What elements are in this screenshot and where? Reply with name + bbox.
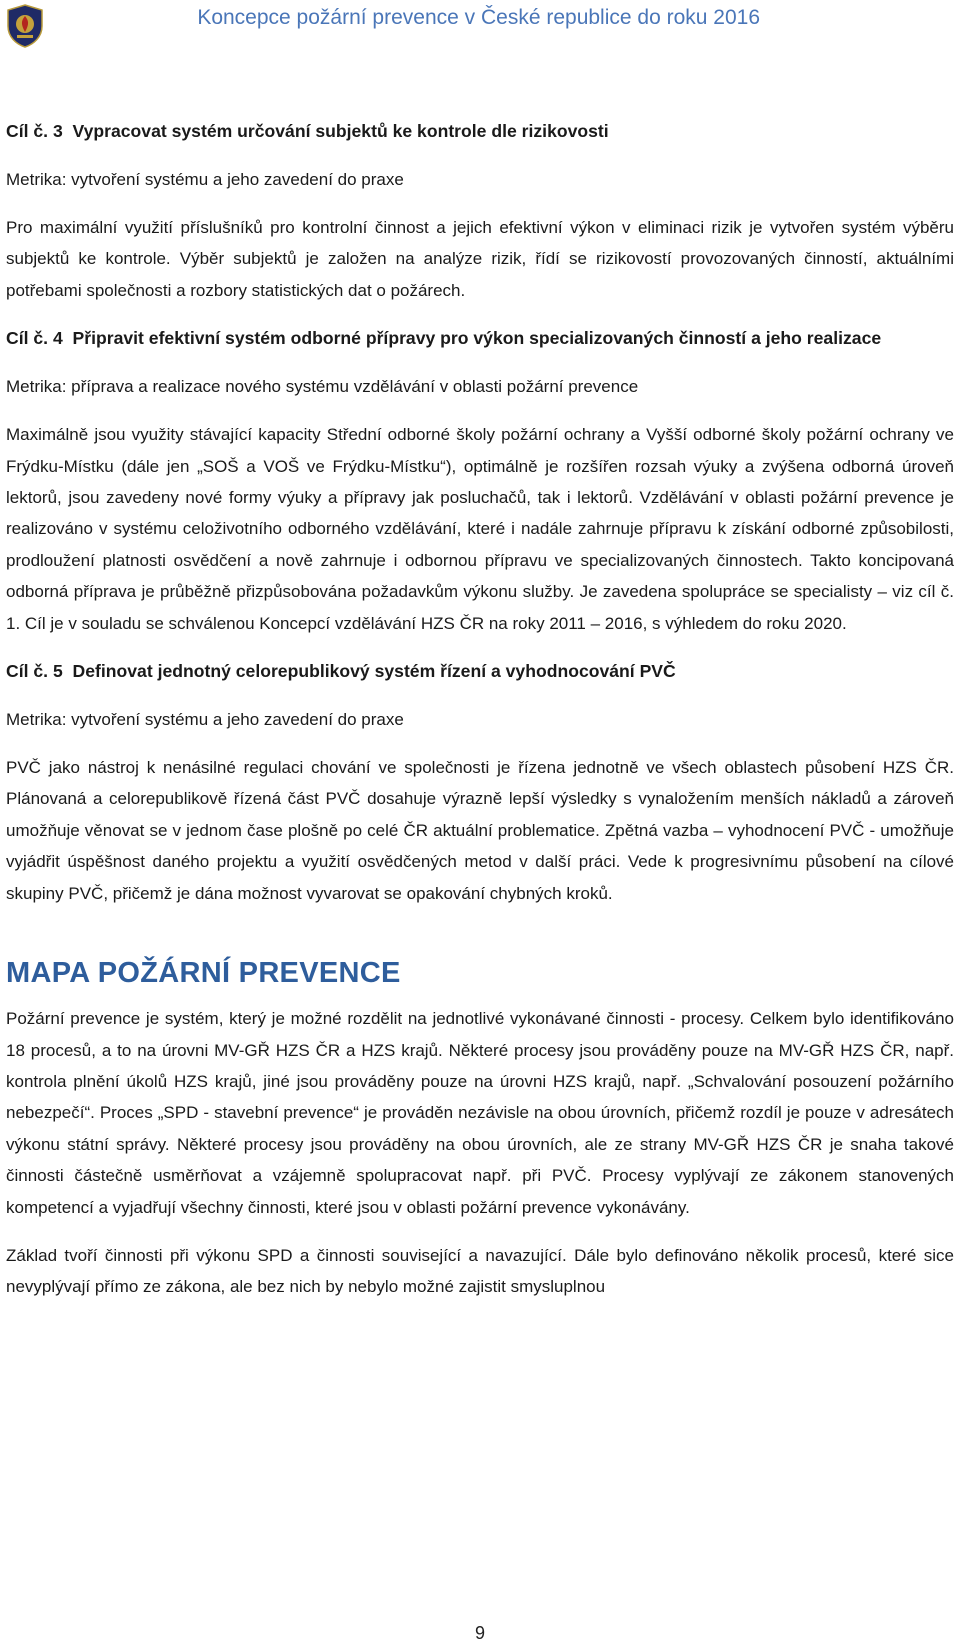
- goal-3-heading: [6, 116, 954, 147]
- goal-label: Cíl č.: [6, 328, 49, 349]
- goal-title: Definovat jednotný celorepublikový systém řízení a vyhodnocování PVČ: [72, 661, 676, 682]
- goal-title: Připravit efektivní systém odborné přípravy pro výkon specializovaných činností a jeho realizace: [72, 328, 882, 349]
- goal-number: 4: [52, 328, 63, 349]
- goal-5-body: PVČ jako nástroj k nenásilné regulaci chování ve společnosti je řízena jednotně ve všech oblastech působení HZS ČR. Plánovaná a celorepublikově řízená část PVČ dosahuje výrazně lepší výsledky s vynaložením menších nákladů a zároveň umožňuje věnovat se v jednom čase plošně po celé ČR aktuální problematice. Zpětná vazba – vyhodnocení PVČ - umožňuje vyjádřit úspěšnost daného projektu a využití osvědčených metod v další práci. Vede k progresivnímu působení na cílové skupiny PVČ, přičemž je dána možnost vyvarovat se opakování chybných kroků.: [6, 758, 954, 903]
- page-header: [0, 0, 960, 62]
- goal-4-metric: Metrika: příprava a realizace nového systému vzdělávání v oblasti požární prevence: [6, 377, 639, 397]
- map-paragraph-1: Požární prevence je systém, který je možné rozdělit na jednotlivé vykonávané činnosti - procesy. Celkem bylo identifikováno 18 procesů, a to na úrovni MV-GŘ HZS ČR a HZS krajů. Některé procesy jsou prováděny pouze na MV-GŘ HZS ČR, např. kontrola plnění úkolů HZS krajů, jiné jsou prováděny pouze na úrovni HZS krajů, např. „Schvalování posouzení požárního nebezpečí“. Proces „SPD - stavební prevence“ je prováděn nezávisle na obou úrovních, přičemž rozdíl je pouze v adresátech výkonu státní správy. Některé procesy jsou prováděny na obou úrovních, ale ze strany MV-GŘ HZS ČR je snaha takové činnosti částečně usměrňovat a vzájemně spolupracovat např. při PVČ. Procesy vyplývají ze zákonem stanovených kompetencí a vyjadřují všechny činnosti, které jsou v oblasti požární prevence vykonávány.: [6, 1009, 954, 1217]
- document-body: [6, 116, 954, 1303]
- goal-3-body: Pro maximální využití příslušníků pro kontrolní činnost a jejich efektivní výkon v eliminaci rizik je vytvořen systém výběru subjektů ke kontrole. Výběr subjektů je založen na analýze rizik, řídí se rizikovostí provozovaných činností, aktuálními potřebami společnosti a rozbory statistických dat o požárech.: [6, 218, 954, 300]
- header-title: Koncepce požární prevence v České republice do roku 2016: [197, 6, 760, 29]
- goal-label: Cíl č.: [6, 661, 49, 682]
- goal-number: 5: [52, 661, 63, 682]
- goal-label: Cíl č.: [6, 121, 49, 141]
- section-heading-map: MAPA POŽÁRNÍ PREVENCE: [6, 957, 401, 990]
- goal-5-heading: [6, 656, 954, 687]
- goal-title: Vypracovat systém určování subjektů ke kontrole dle rizikovosti: [72, 121, 609, 141]
- map-paragraph-2: Základ tvoří činnosti při výkonu SPD a činnosti související a navazující. Dále bylo definováno několik procesů, které sice nevyplývají přímo ze zákona, ale bez nich by nebylo možné zajistit smysluplnou: [6, 1245, 954, 1297]
- goal-3-metric: Metrika: vytvoření systému a jeho zavedení do praxe: [6, 170, 404, 189]
- goal-4-body: Maximálně jsou využity stávající kapacity Střední odborné školy požární ochrany a Vyšší odborné školy požární ochrany ve Frýdku-Místku (dále jen „SOŠ a VOŠ ve Frýdku-Místku“), optimálně je rozšířen rozsah výuky a zvýšena odborná úroveň lektorů, jsou zavedeny nové formy výuky a přípravy jak posluchačů, tak i lektorů. Vzdělávání v oblasti požární prevence je realizováno v systému celoživotního odborného vzdělávání, které i nadále zahrnuje přípravu k získání odborné způsobilosti, prodloužení platnosti osvědčení a nově zahrnuje i odbornou přípravu ve specializovaných činnostech. Takto koncipovaná odborná příprava je průběžně přizpůsobována požadavkům výkonu služby. Je zavedena spolupráce se specialisty – viz cíl č. 1. Cíl je v souladu se schválenou Koncepcí vzdělávání HZS ČR na roky 2011 – 2016, s výhledem do roku 2020.: [6, 425, 954, 633]
- goal-4-heading: [6, 323, 954, 354]
- goal-number: 3: [52, 121, 63, 141]
- page-number: 9: [474, 1623, 485, 1643]
- goal-5-metric: Metrika: vytvoření systému a jeho zavedení do praxe: [6, 710, 404, 730]
